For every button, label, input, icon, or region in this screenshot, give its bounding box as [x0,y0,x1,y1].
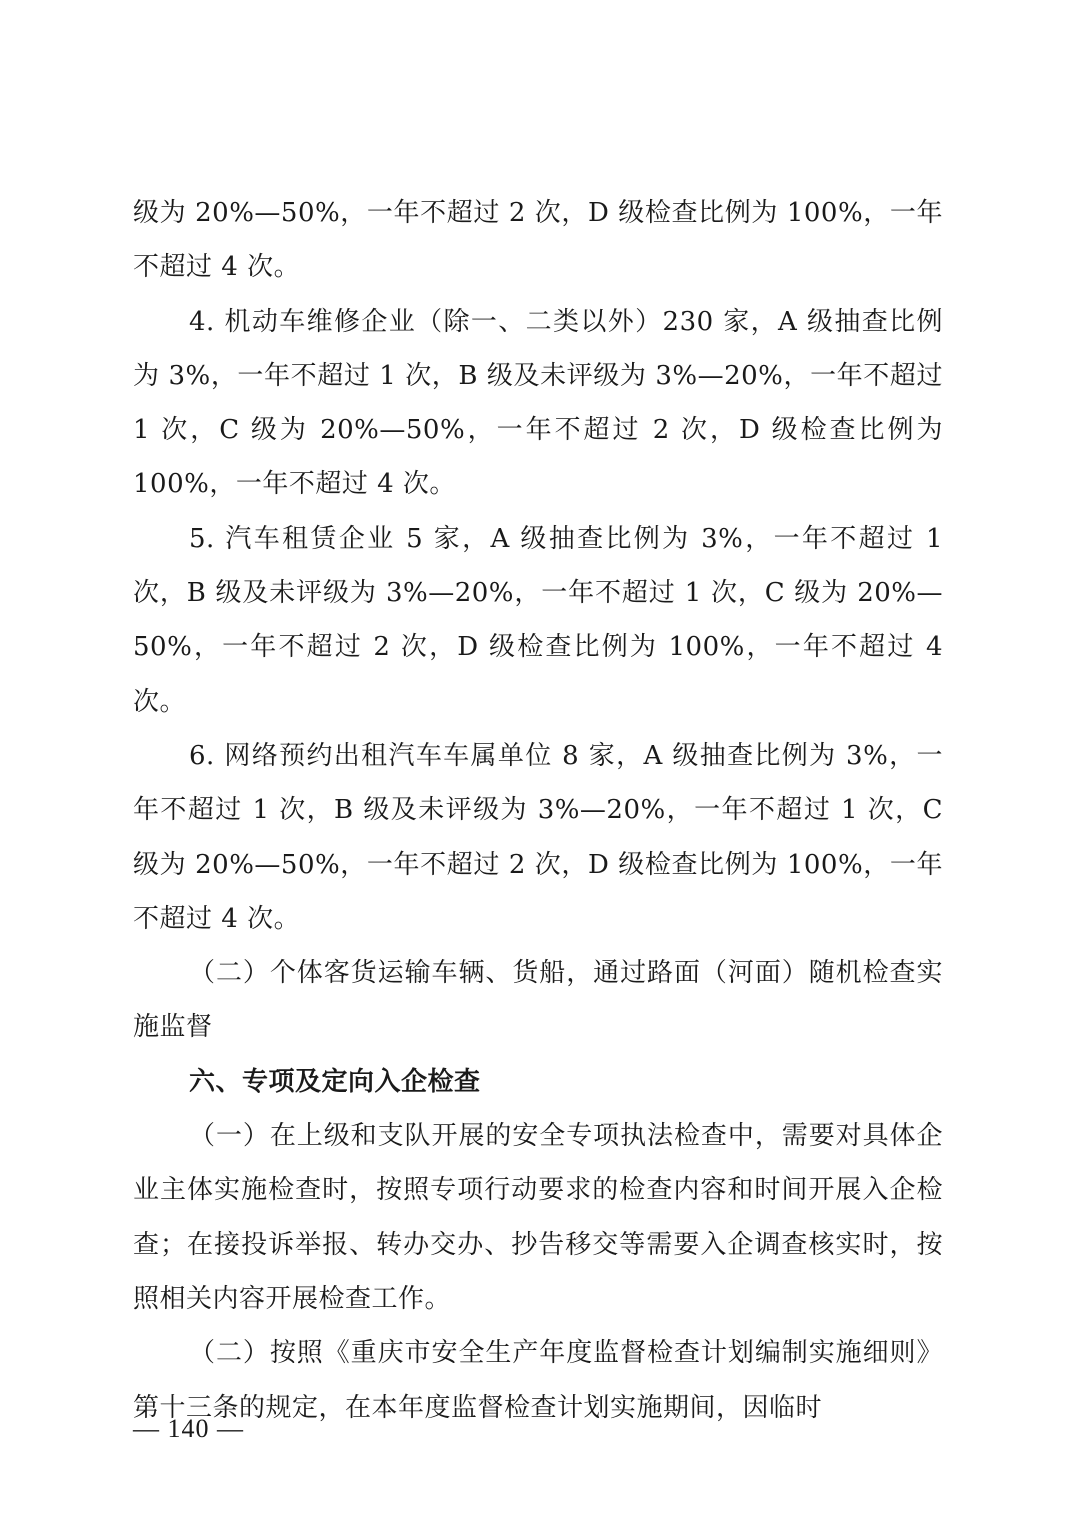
paragraph-subsection-2: （二）个体客货运输车辆、货船，通过路面（河面）随机检查实施监督 [133,958,943,1043]
page-number: — 140 — [133,1414,244,1443]
paragraph-subsection-6-1: （一）在上级和支队开展的安全专项执法检查中，需要对具体企业主体实施检查时，按照专项行动要求的检查内容和时间开展入企检查；在接投诉举报、转办交办、抄告移交等需要入企调查核实时，按照相关内容开展检查工作。 [133,1121,943,1314]
paragraph-item-5: 5. 汽车租赁企业 5 家，A 级抽查比例为 3%，一年不超过 1 次，B 级及未评级为 3%—20%，一年不超过 1 次，C 级为 20%—50%，一年不超过 2 次，D 级检查比例为 100%，一年不超过 4 次。 [133,523,943,717]
body-text [133,186,943,1435]
paragraph-subsection-6-2: （二）按照《重庆市安全生产年度监督检查计划编制实施细则》第十三条的规定，在本年度监督检查计划实施期间，因临时 [133,1338,943,1423]
paragraph-item-6: 6. 网络预约出租汽车车属单位 8 家，A 级抽查比例为 3%，一年不超过 1 次，B 级及未评级为 3%—20%，一年不超过 1 次，C 级为 20%—50%，一年不超过 2 次，D 级检查比例为 100%，一年不超过 4 次。 [133,740,943,934]
paragraph-item-4: 4. 机动车维修企业（除一、二类以外）230 家，A 级抽查比例为 3%，一年不超过 1 次，B 级及未评级为 3%—20%，一年不超过 1 次，C 级为 20%—50%，一年不超过 2 次，D 级检查比例为 100%，一年不超过 4 次。 [133,306,943,500]
section-heading-6: 六、专项及定向入企检查 [189,1066,481,1097]
paragraph-continuation: 级为 20%—50%，一年不超过 2 次，D 级检查比例为 100%，一年不超过 4 次。 [133,198,943,283]
